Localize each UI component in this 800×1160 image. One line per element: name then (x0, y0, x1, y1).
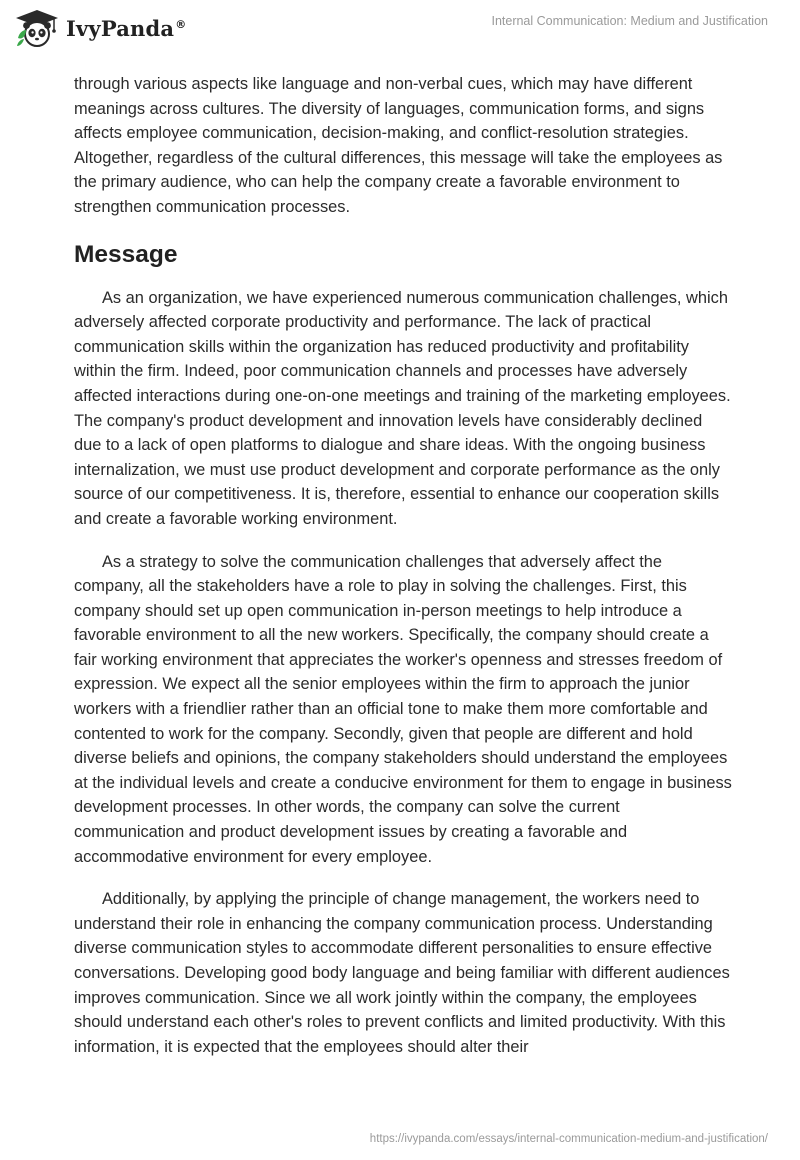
document-title: Internal Communication: Medium and Justification (491, 14, 768, 28)
page-header (0, 0, 800, 60)
body-paragraph: As a strategy to solve the communication challenges that adversely affect the company, all the stakeholders have a role to play in solving the challenges. First, this company should set up open communication in-person meetings to help introduce a favorable environment to all the new workers. Specifically, the company should create a fair working environment that appreciates the worker's openness and stresses freedom of expression. We expect all the senior employees within the firm to approach the junior workers with a friendlier rather than an official tone to make them more comfortable and contented to work for the company. Secondly, given that people are different and hold diverse beliefs and opinions, the company stakeholders should understand the employees at the individual levels and create a conducive environment for them to engage in business development processes. In other words, the company can solve the current communication and product development issues by creating a favorable and accommodative environment for every employee. (74, 552, 732, 866)
intro-paragraph: through various aspects like language and non-verbal cues, which may have different meanings across cultures. The diversity of languages, communication forms, and signs affects employee communication, decision-making, and conflict-resolution strategies. Altogether, regardless of the cultural differences, this message will take the employees as the primary audience, who can help the company create a favorable environment to strengthen communication processes. (74, 75, 723, 216)
body-paragraph: As an organization, we have experienced numerous communication challenges, which adversely affected corporate productivity and performance. The lack of practical communication skills within the organization has reduced productivity and profitability within the firm. Indeed, poor communication channels and processes have adversely affected interactions during one-on-one meetings and training of the marketing employees. The company's product development and innovation levels have considerably declined due to a lack of open platforms to dialogue and share ideas. With the ongoing business internalization, we must use product development and corporate performance as the only source of our competitiveness. It is, therefore, essential to enhance our cooperation skills and create a favorable working environment. (74, 288, 731, 528)
section-heading-message: Message (74, 240, 178, 268)
logo-wordmark (66, 16, 186, 41)
source-url[interactable]: https://ivypanda.com/essays/internal-communication-medium-and-justification/ (369, 1133, 768, 1145)
essay-content (74, 72, 734, 1077)
logo-text: IvyPanda (66, 15, 175, 41)
registered-mark: ® (175, 17, 187, 31)
ivypanda-logo[interactable] (14, 8, 186, 48)
panda-graduation-icon (14, 8, 60, 48)
body-paragraph: Additionally, by applying the principle of change management, the workers need to understand their role in enhancing the company communication process. Understanding diverse communication styles to accommodate different personalities to ensure effective conversations. Developing good body language and being familiar with different audiences improves communication. Since we all work jointly within the company, the employees should understand each other's roles to prevent conflicts and limited productivity. With this information, it is expected that the employees should alter their (74, 890, 730, 1056)
